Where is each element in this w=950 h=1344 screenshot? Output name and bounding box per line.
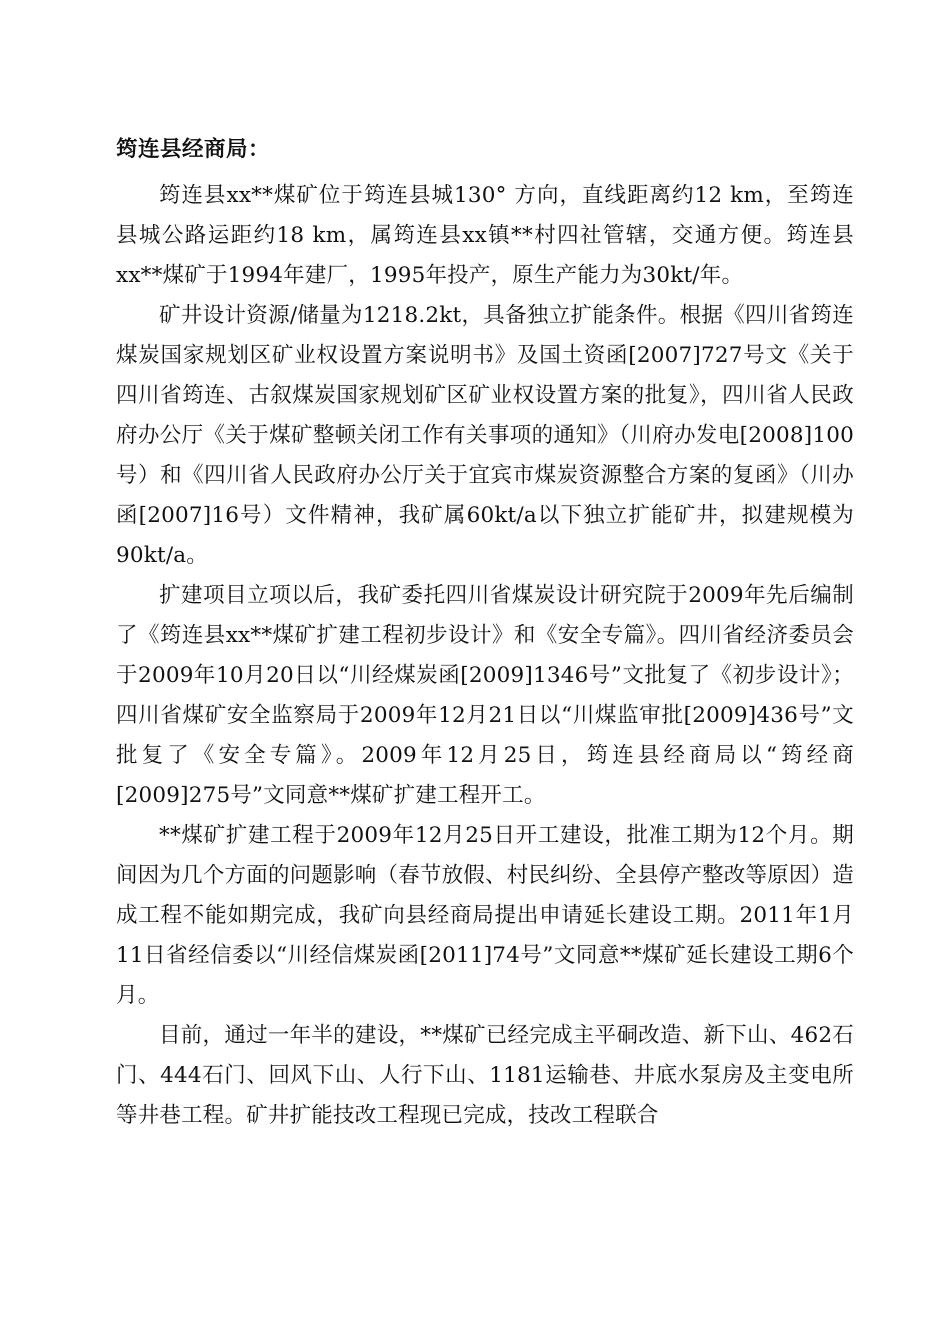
- salutation: 筠连县经商局：: [116, 137, 271, 162]
- paragraph-construction-period: **煤矿扩建工程于2009年12月25日开工建设，批准工期为12个月。期间因为几个方面的问题影响（春节放假、村民纠纷、全县停产整改等原因）造成工程不能如期完成，我矿向县经商局提出申请延长建设工期。2011年1月11日省经信委以“川经信煤炭函[2011]74号”文同意**煤矿延长建设工期6个月。: [116, 823, 854, 1008]
- paragraph-resources: 矿井设计资源/储量为1218.2kt，具备独立扩能条件。根据《四川省筠连煤炭国家规划区矿业权设置方案说明书》及国土资函[2007]727号文《关于四川省筠连、古叙煤炭国家规划矿区矿业权设置方案的批复》，四川省人民政府办公厅《关于煤矿整顿关闭工作有关事项的通知》（川府办发电[2008]100号）和《四川省人民政府办公厅关于宜宾市煤炭资源整合方案的复函》（川办函[2007]16号）文件精神，我矿属60kt/a以下独立扩能矿井，拟建规模为90kt/a。: [116, 303, 854, 568]
- document-body: [116, 130, 854, 1136]
- paragraph-location: 筠连县xx**煤矿位于筠连县城130° 方向，直线距离约12 km，至筠连县城公路运距约18 km，属筠连县xx镇**村四社管辖，交通方便。筠连县xx**煤矿于1994年建厂，1995年投产，原生产能力为30kt/年。: [116, 183, 854, 288]
- paragraph-design-approval: 扩建项目立项以后，我矿委托四川省煤炭设计研究院于2009年先后编制了《筠连县xx**煤矿扩建工程初步设计》和《安全专篇》。四川省经济委员会于2009年10月20日以“川经煤炭函[2009]1346号”文批复了《初步设计》；四川省煤矿安全监察局于2009年12月21日以“川煤监审批[2009]436号”文批复了《安全专篇》。2009年12月25日，筠连县经商局以“筠经商[2009]275号”文同意**煤矿扩建工程开工。: [116, 583, 854, 808]
- paragraph-current-progress: 目前，通过一年半的建设，**煤矿已经完成主平硐改造、新下山、462石门、444石门、回风下山、人行下山、1181运输巷、井底水泵房及主变电所等井巷工程。矿井扩能技改工程现已完成，技改工程联合: [116, 1023, 854, 1128]
